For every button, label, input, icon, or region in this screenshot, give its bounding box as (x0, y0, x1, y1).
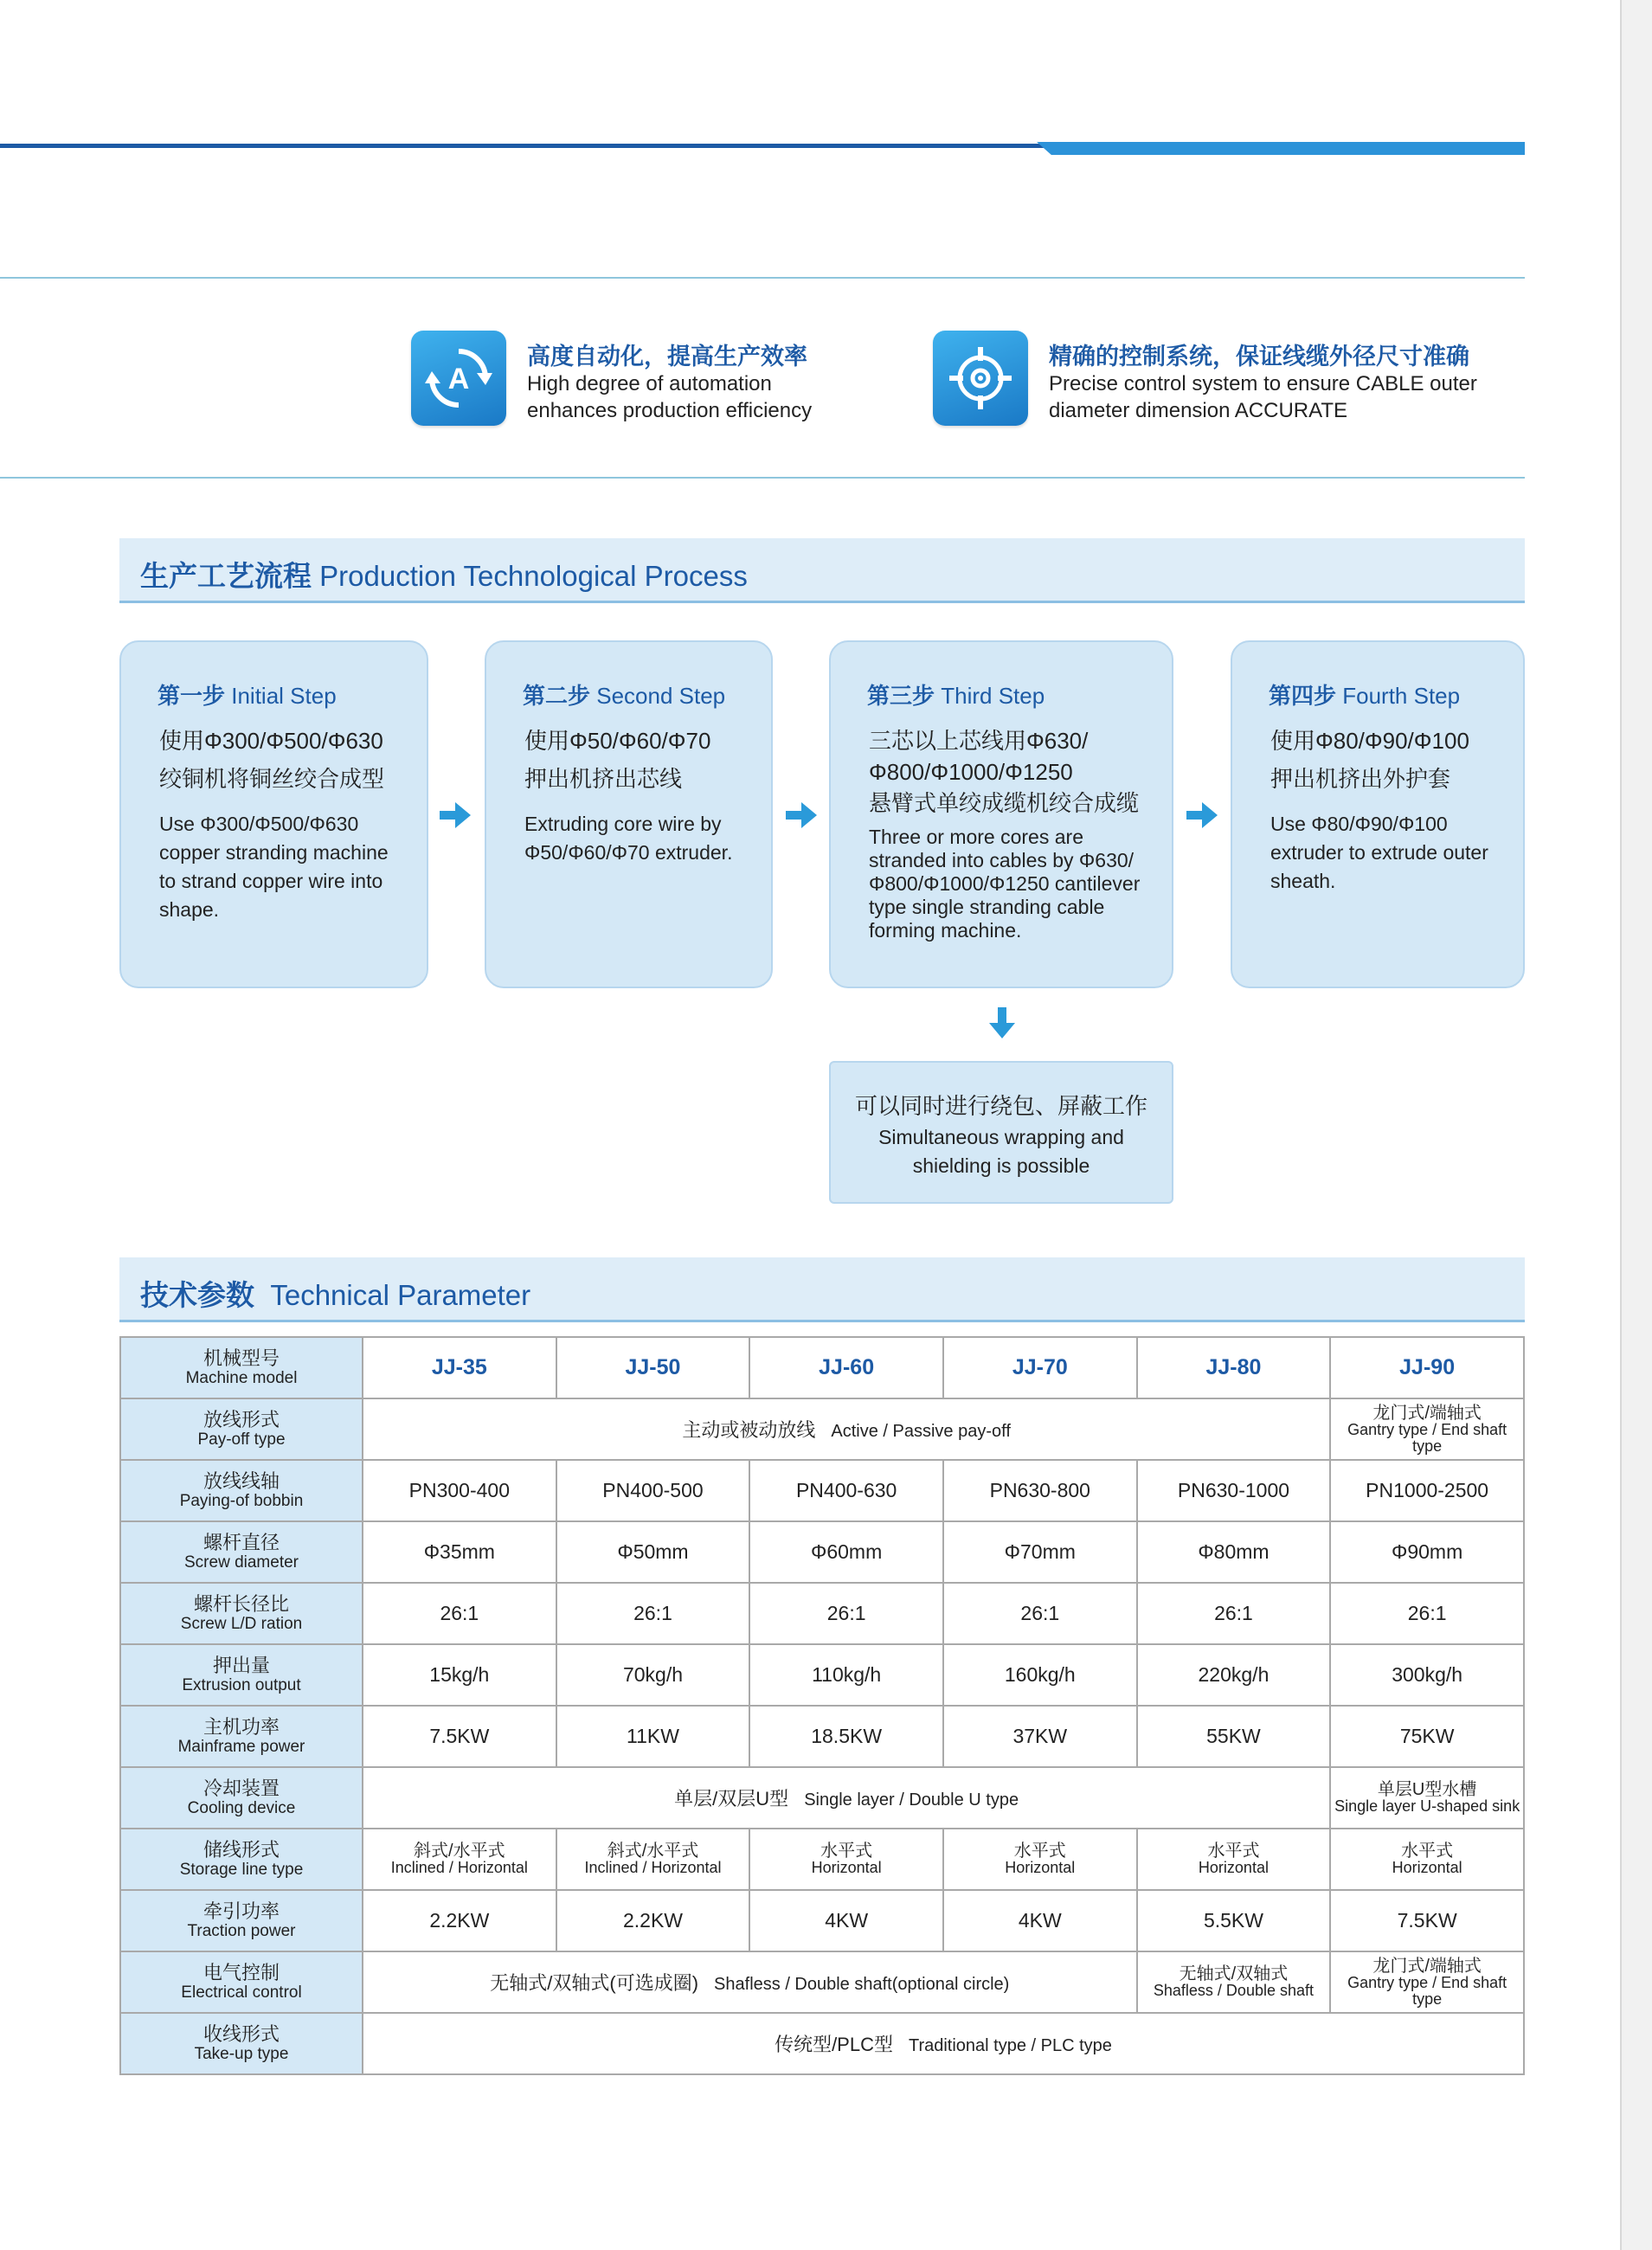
note-en: Simultaneous wrapping and shielding is possible (878, 1126, 1124, 1177)
table-cell: 单层U型水槽 Single layer U-shaped sink (1330, 1767, 1524, 1829)
step-en-text: Use Φ80/Φ90/Φ100 extruder to extrude outer sheath. (1270, 813, 1488, 892)
table-cell: 26:1 (1137, 1583, 1331, 1644)
table-cell: 300kg/h (1330, 1644, 1524, 1706)
model-header: JJ-70 (943, 1337, 1137, 1398)
table-row (120, 1337, 1524, 1398)
row-label: 押出量 Extrusion output (120, 1644, 363, 1706)
table-cell: 无轴式/双轴式 Shafless / Double shaft (1137, 1951, 1331, 2013)
table-cell: PN400-500 (556, 1460, 750, 1521)
step-en-text: Use Φ300/Φ500/Φ630 copper stranding machine to strand copper wire into shape. (159, 813, 389, 921)
arrow-down-icon (989, 1007, 1015, 1038)
table-cell: 水平式 Horizontal (1330, 1829, 1524, 1890)
automation-a-icon (411, 331, 506, 426)
model-header: JJ-90 (1330, 1337, 1524, 1398)
table-row (120, 1890, 1524, 1951)
table-cell: 220kg/h (1137, 1644, 1331, 1706)
note-cn: 可以同时进行绕包、屏蔽工作 (854, 1093, 1147, 1119)
table-row (120, 1951, 1524, 2013)
section-header-technical (119, 1257, 1525, 1322)
table-cell: PN630-800 (943, 1460, 1137, 1521)
table-cell: 26:1 (1330, 1583, 1524, 1644)
table-cell: 水平式 Horizontal (749, 1829, 943, 1890)
table-cell: 2.2KW (556, 1890, 750, 1951)
row-label: 牵引功率 Traction power (120, 1890, 363, 1951)
section-title: 技术参数 Technical Parameter (140, 1279, 531, 1311)
step-card-2 (485, 640, 773, 988)
table-cell: 26:1 (556, 1583, 750, 1644)
table-cell: 7.5KW (363, 1706, 556, 1767)
feature-description: High degree of automation enhances production efficiency (527, 372, 813, 422)
step-cn-text: 使用Φ80/Φ90/Φ100 押出机挤出外护套 (1270, 728, 1469, 792)
table-row (120, 1521, 1524, 1583)
row-label: 冷却装置 Cooling device (120, 1767, 363, 1829)
table-cell: PN630-1000 (1137, 1460, 1331, 1521)
parallel-process-note (829, 1061, 1173, 1204)
table-row (120, 1767, 1524, 1829)
table-cell: Φ35mm (363, 1521, 556, 1583)
table-cell: 5.5KW (1137, 1890, 1331, 1951)
table-row (120, 1583, 1524, 1644)
arrow-right-icon (440, 802, 471, 828)
page-edge (1620, 0, 1652, 2250)
table-cell: 75KW (1330, 1706, 1524, 1767)
section-header-process (119, 538, 1525, 603)
table-cell: Φ80mm (1137, 1521, 1331, 1583)
row-label: 机械型号 Machine model (120, 1337, 363, 1398)
table-cell: 15kg/h (363, 1644, 556, 1706)
header-rule (0, 144, 1047, 148)
row-label: 储线形式 Storage line type (120, 1829, 363, 1890)
table-cell: 龙门式/端轴式 Gantry type / End shaft type (1330, 1398, 1524, 1460)
table-row (120, 1644, 1524, 1706)
feature-title: 高度自动化，提高生产效率 (527, 344, 807, 370)
row-label: 放线线轴 Paying-of bobbin (120, 1460, 363, 1521)
technical-parameter-table (119, 1336, 1525, 2075)
table-cell: 水平式 Horizontal (1137, 1829, 1331, 1890)
table-cell: 2.2KW (363, 1890, 556, 1951)
table-cell: 18.5KW (749, 1706, 943, 1767)
table-cell: 4KW (749, 1890, 943, 1951)
model-header: JJ-80 (1137, 1337, 1331, 1398)
table-cell: 7.5KW (1330, 1890, 1524, 1951)
table-row (120, 1460, 1524, 1521)
step-heading: 第二步 Second Step (523, 683, 726, 709)
step-card-1 (119, 640, 428, 988)
table-cell: 11KW (556, 1706, 750, 1767)
section-title: 生产工艺流程 Production Technological Process (140, 560, 748, 592)
table-row (120, 1829, 1524, 1890)
model-header: JJ-60 (749, 1337, 943, 1398)
table-cell: PN300-400 (363, 1460, 556, 1521)
table-cell: 26:1 (943, 1583, 1137, 1644)
table-cell: Φ70mm (943, 1521, 1137, 1583)
table-cell: 水平式 Horizontal (943, 1829, 1137, 1890)
svg-text:A: A (447, 363, 470, 395)
divider-bottom (0, 477, 1525, 479)
table-cell: 无轴式/双轴式(可选成圈) Shafless / Double shaft(optional circle) (363, 1951, 1137, 2013)
step-heading: 第四步 Fourth Step (1269, 683, 1461, 709)
divider-top (0, 277, 1525, 279)
step-en-text: Three or more cores are stranded into cables by Φ630/Φ800/Φ1000/Φ1250 cantilever type single stranding cable forming machine. (869, 826, 1141, 942)
table-row (120, 1706, 1524, 1767)
table-cell: 37KW (943, 1706, 1137, 1767)
target-crosshair-icon (933, 331, 1028, 426)
table-cell: 110kg/h (749, 1644, 943, 1706)
row-label: 螺杆长径比 Screw L/D ration (120, 1583, 363, 1644)
table-row (120, 2013, 1524, 2074)
table-cell: PN400-630 (749, 1460, 943, 1521)
feature-description: Precise control system to ensure CABLE outer diameter dimension ACCURATE (1049, 372, 1477, 422)
step-cn-text: 使用Φ50/Φ60/Φ70 押出机挤出芯线 (524, 728, 711, 792)
table-cell: 单层/双层U型 Single layer / Double U type (363, 1767, 1330, 1829)
row-label: 收线形式 Take-up type (120, 2013, 363, 2074)
table-cell: Φ60mm (749, 1521, 943, 1583)
step-cn-text: 三芯以上芯线用Φ630/ Φ800/Φ1000/Φ1250 悬臂式单绞成缆机绞合成缆 (869, 728, 1140, 816)
table-cell: 26:1 (363, 1583, 556, 1644)
table-cell: 4KW (943, 1890, 1137, 1951)
step-en-text: Extruding core wire by Φ50/Φ60/Φ70 extruder. (524, 813, 733, 864)
step-card-4 (1231, 640, 1525, 988)
table-cell: 斜式/水平式 Inclined / Horizontal (556, 1829, 750, 1890)
model-header: JJ-35 (363, 1337, 556, 1398)
table-cell: PN1000-2500 (1330, 1460, 1524, 1521)
row-label: 螺杆直径 Screw diameter (120, 1521, 363, 1583)
table-cell: 70kg/h (556, 1644, 750, 1706)
table-cell: 斜式/水平式 Inclined / Horizontal (363, 1829, 556, 1890)
step-card-3 (829, 640, 1173, 988)
step-heading: 第一步 Initial Step (157, 683, 337, 709)
table-row (120, 1398, 1524, 1460)
table-cell: 传统型/PLC型 Traditional type / PLC type (363, 2013, 1524, 2074)
table-cell: 主动或被动放线 Active / Passive pay-off (363, 1398, 1330, 1460)
row-label: 电气控制 Electrical control (120, 1951, 363, 2013)
header-accent-bar (1037, 142, 1525, 155)
model-header: JJ-50 (556, 1337, 750, 1398)
table-cell: 龙门式/端轴式 Gantry type / End shaft type (1330, 1951, 1524, 2013)
arrow-right-icon (1186, 802, 1218, 828)
step-heading: 第三步 Third Step (867, 683, 1045, 709)
step-cn-text: 使用Φ300/Φ500/Φ630 绞铜机将铜丝绞合成型 (159, 728, 385, 792)
table-cell: Φ50mm (556, 1521, 750, 1583)
feature-title: 精确的控制系统，保证线缆外径尺寸准确 (1049, 344, 1469, 370)
arrow-right-icon (786, 802, 817, 828)
row-label: 主机功率 Mainframe power (120, 1706, 363, 1767)
row-label: 放线形式 Pay-off type (120, 1398, 363, 1460)
table-cell: 55KW (1137, 1706, 1331, 1767)
table-cell: Φ90mm (1330, 1521, 1524, 1583)
table-cell: 160kg/h (943, 1644, 1137, 1706)
table-cell: 26:1 (749, 1583, 943, 1644)
